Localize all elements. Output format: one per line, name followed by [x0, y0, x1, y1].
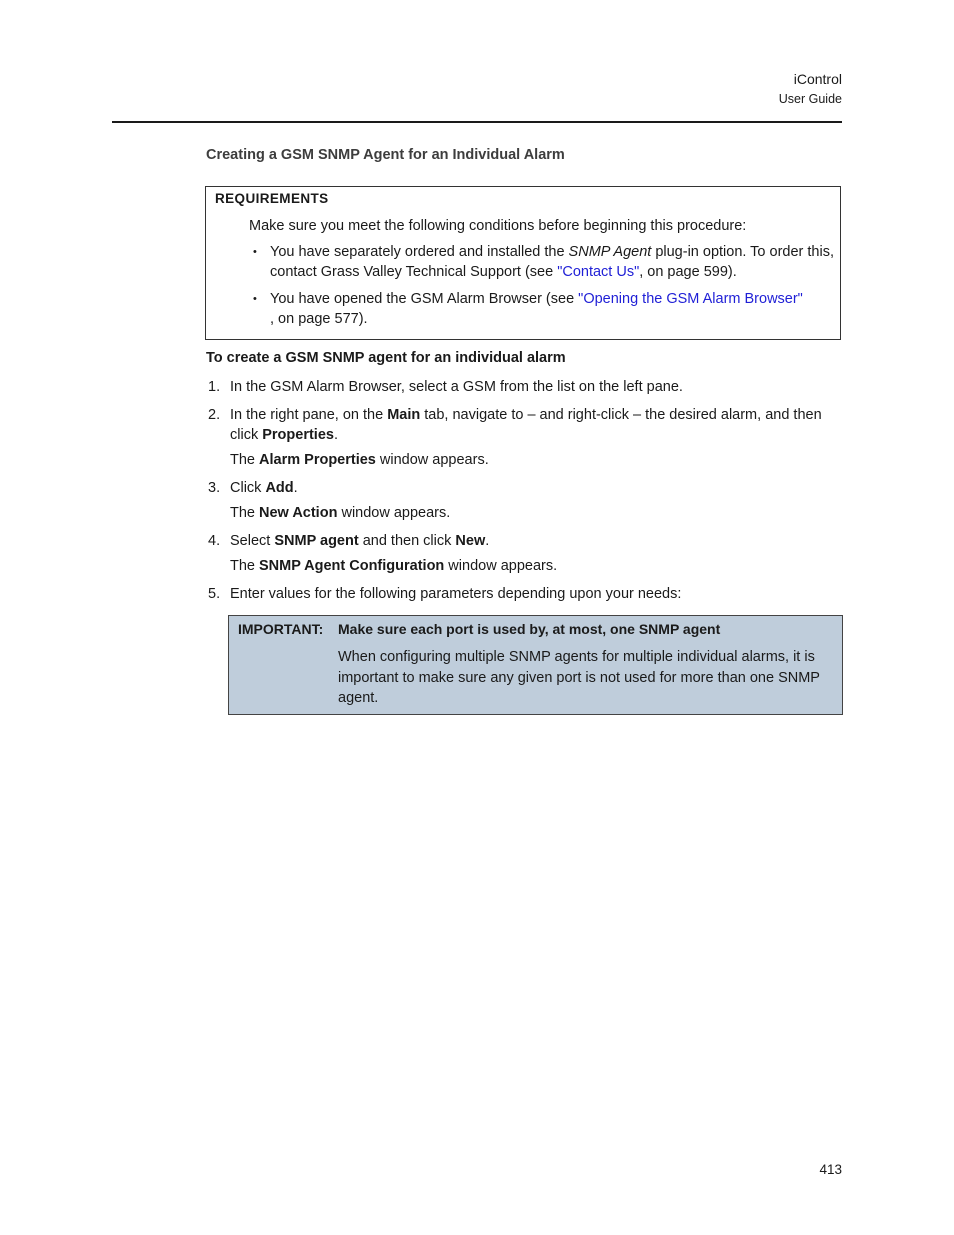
requirements-title: REQUIREMENTS [215, 191, 329, 206]
requirements-box [205, 186, 841, 340]
requirement-item: • You have opened the GSM Alarm Browser (see "Opening the GSM Alarm Browser" , on page 577). [249, 289, 834, 329]
important-heading: Make sure each port is used by, at most, one SNMP agent [338, 621, 721, 637]
step-result: The Alarm Properties window appears. [230, 452, 489, 468]
procedure-step: 2. In the right pane, on the Main tab, navigate to – and right-click – the desired alarm, and then click Properties. The Alarm Properties window appears. [206, 405, 842, 470]
step-result: The New Action window appears. [230, 505, 451, 521]
important-note-box [228, 615, 843, 715]
procedure-step: 5. Enter values for the following parameters depending upon your needs: [208, 586, 682, 602]
step-result: The SNMP Agent Configuration window appears. [230, 558, 558, 574]
requirements-intro: Make sure you meet the following conditions before beginning this procedure: [249, 218, 747, 234]
procedure-step: 4. Select SNMP agent and then click New. The SNMP Agent Configuration window appears. [206, 531, 842, 576]
plugin-name: SNMP Agent [568, 244, 652, 260]
important-body: When configuring multiple SNMP agents for multiple individual alarms, it is important to make sure any given port is not used for more than one SNMP agent. [338, 649, 820, 706]
header-divider [112, 121, 842, 123]
procedure-title: To create a GSM SNMP agent for an individual alarm [206, 350, 566, 366]
procedure-step: 3. Click Add. The New Action window appears. [206, 478, 842, 523]
procedure-steps [206, 377, 842, 612]
section-title: Creating a GSM SNMP Agent for an Individual Alarm [206, 147, 565, 163]
header-product-name: iControl [793, 71, 842, 87]
requirements-list [249, 242, 834, 336]
opening-gsm-alarm-browser-link[interactable]: "Opening the GSM Alarm Browser" [578, 291, 803, 307]
requirement-item: • You have separately ordered and installed the SNMP Agent plug-in option. To order this, contact Grass Valley Technical Support (see "Contact Us", on page 599). [249, 242, 834, 282]
important-label: IMPORTANT: [238, 621, 324, 637]
page-number: 413 [819, 1162, 842, 1177]
contact-us-link[interactable]: "Contact Us" [557, 264, 640, 280]
header-guide-name: User Guide [778, 92, 842, 106]
procedure-step: 1. In the GSM Alarm Browser, select a GSM from the list on the left pane. [208, 379, 683, 395]
